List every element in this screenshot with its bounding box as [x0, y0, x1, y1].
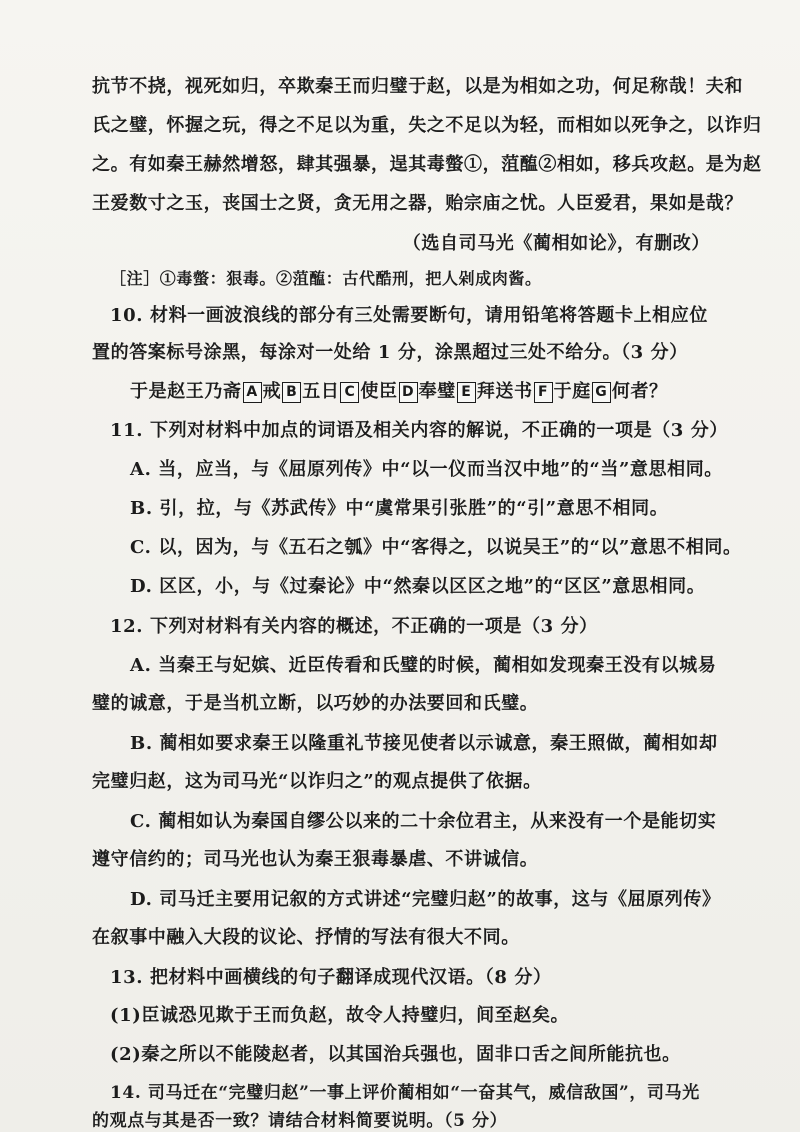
q12-option-a[interactable]: A. 当秦王与妃嫔、近臣传看和氏璧的时候，蔺相如发现秦王没有以城易 — [130, 655, 717, 676]
passage-line: 王爱数寸之玉，丧国士之贤，贪无用之器，贻宗庙之忧。人臣爱君，果如是哉？ — [92, 193, 743, 214]
q10-segment: 于庭 — [553, 381, 591, 402]
q13-stem: 13. 把材料中画横线的句子翻译成现代汉语。（8 分） — [110, 967, 552, 988]
q10-segment: 戒 — [262, 381, 282, 402]
q10-segment: 五日 — [302, 381, 340, 402]
q12-option-b[interactable]: B. 蔺相如要求秦王以隆重礼节接见使者以示诚意，秦王照做，蔺相如却 — [130, 733, 718, 754]
q14-stem-cont: 的观点与其是否一致？请结合材料简要说明。（5 分） — [92, 1111, 508, 1131]
q12-stem: 12. 下列对材料有关内容的概述，不正确的一项是（3 分） — [110, 616, 598, 637]
q11-option-a[interactable]: A. 当，应当，与《屈原列传》中“以一仪而当汉中地”的“当”意思相同。 — [130, 459, 723, 480]
q10-segment: 奉璧 — [418, 381, 456, 402]
passage-line: 抗节不挠，视死如归，卒欺秦王而归璧于赵，以是为相如之功，何足称哉！夫和 — [92, 76, 743, 97]
q10-segment: 使臣 — [360, 381, 398, 402]
q14-stem: 14. 司马迁在“完璧归赵”一事上评价蔺相如“一奋其气，威信敌国”，司马光 — [110, 1083, 700, 1103]
break-box-a[interactable]: A — [243, 382, 262, 403]
q11-option-d[interactable]: D. 区区，小，与《过秦论》中“然秦以区区之地”的“区区”意思相同。 — [130, 576, 706, 597]
passage-line: 之。有如秦王赫然增怒，肆其强暴，逞其毒螫①，菹醢②相如，移兵攻赵。是为赵 — [92, 154, 762, 175]
q11-option-c[interactable]: C. 以，因为，与《五石之瓠》中“客得之，以说吴王”的“以”意思不相同。 — [130, 537, 742, 558]
q10-stem-cont: 置的答案标号涂黑，每涂对一处给 1 分，涂黑超过三处不给分。（3 分） — [92, 342, 688, 363]
q13-item-1: (1)臣诚恐见欺于王而负赵，故令人持璧归，间至赵矣。 — [110, 1005, 570, 1026]
q12-option-a-cont: 璧的诚意，于是当机立断，以巧妙的办法要回和氏璧。 — [92, 693, 539, 714]
source-citation: （选自司马光《蔺相如论》，有删改） — [402, 233, 710, 254]
q10-segment: 于是赵王乃斋 — [130, 381, 242, 402]
break-box-e[interactable]: E — [457, 382, 476, 403]
q12-option-d[interactable]: D. 司马迁主要用记叙的方式讲述“完璧归赵”的故事，这与《屈原列传》 — [130, 889, 721, 910]
q12-option-d-cont: 在叙事中融入大段的议论、抒情的写法有很大不同。 — [92, 927, 520, 948]
q12-option-c[interactable]: C. 蔺相如认为秦国自缪公以来的二十余位君主，从来没有一个是能切实 — [130, 811, 717, 832]
break-box-b[interactable]: B — [282, 382, 301, 403]
q10-stem: 10. 材料一画波浪线的部分有三处需要断句，请用铅笔将答题卡上相应位 — [110, 305, 708, 326]
q11-option-b[interactable]: B. 引，拉，与《苏武传》中“虞常果引张胜”的“引”意思不相同。 — [130, 498, 669, 519]
passage-line: 氏之璧，怀握之玩，得之不足以为重，失之不足以为轻，而相如以死争之，以诈归 — [92, 115, 762, 136]
break-box-d[interactable]: D — [399, 382, 418, 403]
q11-stem: 11. 下列对材料中加点的词语及相关内容的解说，不正确的一项是（3 分） — [110, 420, 728, 441]
break-box-f[interactable]: F — [534, 382, 553, 403]
q10-segment: 何者？ — [611, 381, 668, 402]
break-box-c[interactable]: C — [340, 382, 359, 403]
q10-sentence — [130, 377, 668, 403]
q12-option-b-cont: 完璧归赵，这为司马光“以诈归之”的观点提供了依据。 — [92, 771, 542, 792]
q10-segment: 拜送书 — [476, 381, 533, 402]
annotation-note: ［注］①毒螫：狠毒。②菹醢：古代酷刑，把人剁成肉酱。 — [110, 269, 542, 288]
break-box-g[interactable]: G — [592, 382, 611, 403]
q13-item-2: (2)秦之所以不能陵赵者，以其国治兵强也，固非口舌之间所能抗也。 — [110, 1044, 681, 1065]
q12-option-c-cont: 遵守信约的；司马光也认为秦王狠毒暴虐、不讲诚信。 — [92, 849, 539, 870]
